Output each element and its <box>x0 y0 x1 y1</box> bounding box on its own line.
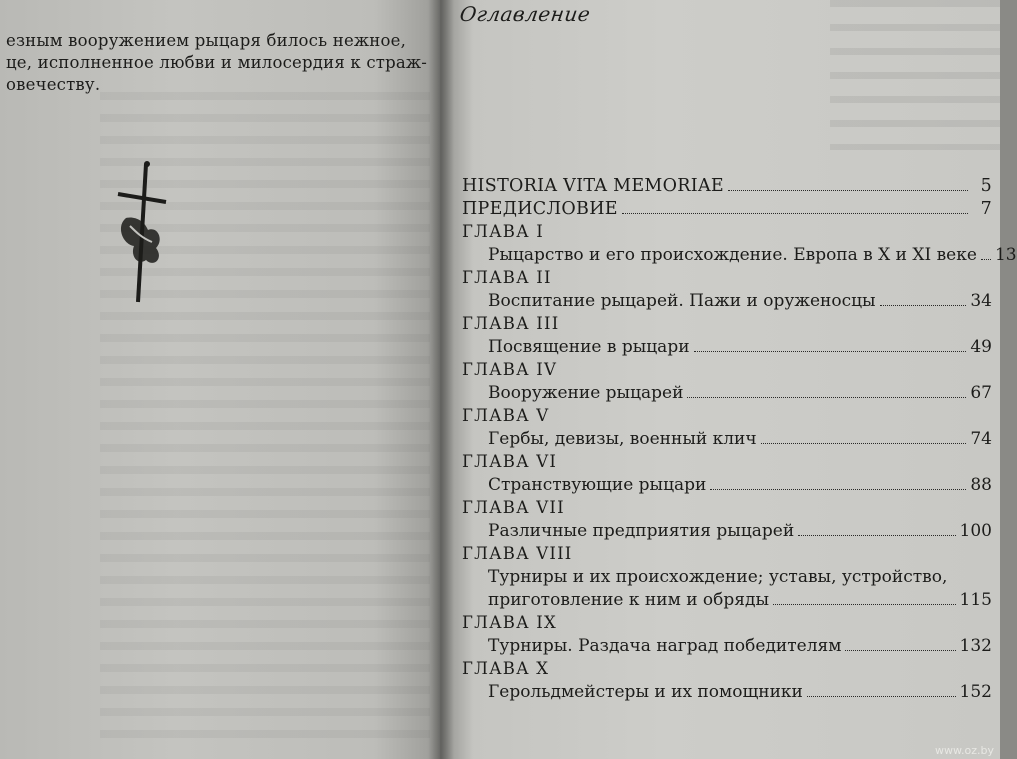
toc-page-number: 132 <box>959 636 992 656</box>
toc-entry-title: HISTORIA VITA MEMORIAE <box>462 176 724 196</box>
toc-entry-title: Гербы, девизы, военный клич <box>488 429 757 449</box>
toc-page-number: 152 <box>959 682 992 702</box>
left-text-line: це, исполненное любви и милосердия к страж- <box>6 53 428 72</box>
toc-entry-title: Различные предприятия рыцарей <box>488 521 795 541</box>
watermark: www.oz.by <box>935 744 994 757</box>
dot-leader <box>798 535 955 536</box>
toc-entry-title: приготовление к ним и обряды <box>488 590 770 610</box>
toc-entry <box>462 383 992 406</box>
toc-entry-title: Вооружение рыцарей <box>488 383 684 403</box>
toc-entry-title: Странствующие рыцари <box>488 475 707 495</box>
toc-chapter-heading: ГЛАВА V <box>462 406 550 425</box>
toc-chapter-heading: ГЛАВА X <box>462 659 550 678</box>
dot-leader <box>981 259 991 260</box>
dot-leader <box>761 443 967 444</box>
toc-chapter-heading: ГЛАВА VIII <box>462 544 573 563</box>
toc-entry <box>462 176 992 199</box>
dot-leader <box>880 305 967 306</box>
toc-entry <box>462 521 992 544</box>
left-text-line: езным вооружением рыцаря билось нежное, <box>6 31 407 50</box>
toc-chapter-heading: ГЛАВА IV <box>462 360 558 379</box>
toc-entry <box>462 590 992 613</box>
table-of-contents <box>462 176 1017 705</box>
toc-entry-title-line: Турниры и их происхождение; уставы, устройство, <box>488 567 948 587</box>
left-page <box>0 0 440 759</box>
toc-entry <box>462 475 992 498</box>
sword-ornament-icon <box>108 160 178 310</box>
left-text-line: овечеству. <box>6 75 101 94</box>
book-gutter <box>428 0 454 759</box>
toc-chapter-heading: ГЛАВА III <box>462 314 560 333</box>
dot-leader <box>845 650 955 651</box>
toc-entry-title: Воспитание рыцарей. Пажи и оруженосцы <box>488 291 876 311</box>
toc-page-number: 100 <box>959 521 992 541</box>
toc-entry <box>462 636 992 659</box>
dot-leader <box>710 489 966 490</box>
toc-page-number: 13 <box>994 245 1017 265</box>
toc-chapter-heading: ГЛАВА VII <box>462 498 565 517</box>
toc-page-number: 34 <box>970 291 992 311</box>
toc-entry-title: ПРЕДИСЛОВИЕ <box>462 199 618 219</box>
toc-page-number: 74 <box>970 429 992 449</box>
dot-leader <box>687 397 966 398</box>
toc-title: Оглавление <box>458 2 592 26</box>
toc-chapter-heading: ГЛАВА IX <box>462 613 557 632</box>
toc-entry <box>462 682 992 705</box>
toc-chapter-heading: ГЛАВА VI <box>462 452 558 471</box>
dot-leader <box>773 604 956 605</box>
toc-entry-title: Турниры. Раздача наград победителям <box>488 636 842 656</box>
toc-page-number: 67 <box>970 383 992 403</box>
toc-page-number: 5 <box>980 176 992 196</box>
toc-page-number: 7 <box>980 199 992 219</box>
toc-entry <box>462 245 1017 268</box>
dot-leader <box>807 696 956 697</box>
toc-entry <box>462 291 992 314</box>
toc-entry <box>462 199 992 222</box>
toc-entry <box>462 429 992 452</box>
toc-chapter-heading: ГЛАВА II <box>462 268 552 287</box>
left-page-text <box>6 30 426 96</box>
toc-entry <box>462 337 992 360</box>
toc-page-number: 88 <box>970 475 992 495</box>
dot-leader <box>694 351 967 352</box>
toc-entry-title: Посвящение в рыцари <box>488 337 690 357</box>
toc-entry-title: Герольдмейстеры и их помощники <box>488 682 803 702</box>
show-through-text <box>830 0 1000 150</box>
toc-page-number: 115 <box>959 590 992 610</box>
dot-leader <box>728 190 968 191</box>
toc-chapter-heading: ГЛАВА I <box>462 222 544 241</box>
toc-entry-title: Рыцарство и его происхождение. Европа в X и XI веке <box>488 245 977 265</box>
dot-leader <box>622 213 968 214</box>
toc-page-number: 49 <box>970 337 992 357</box>
